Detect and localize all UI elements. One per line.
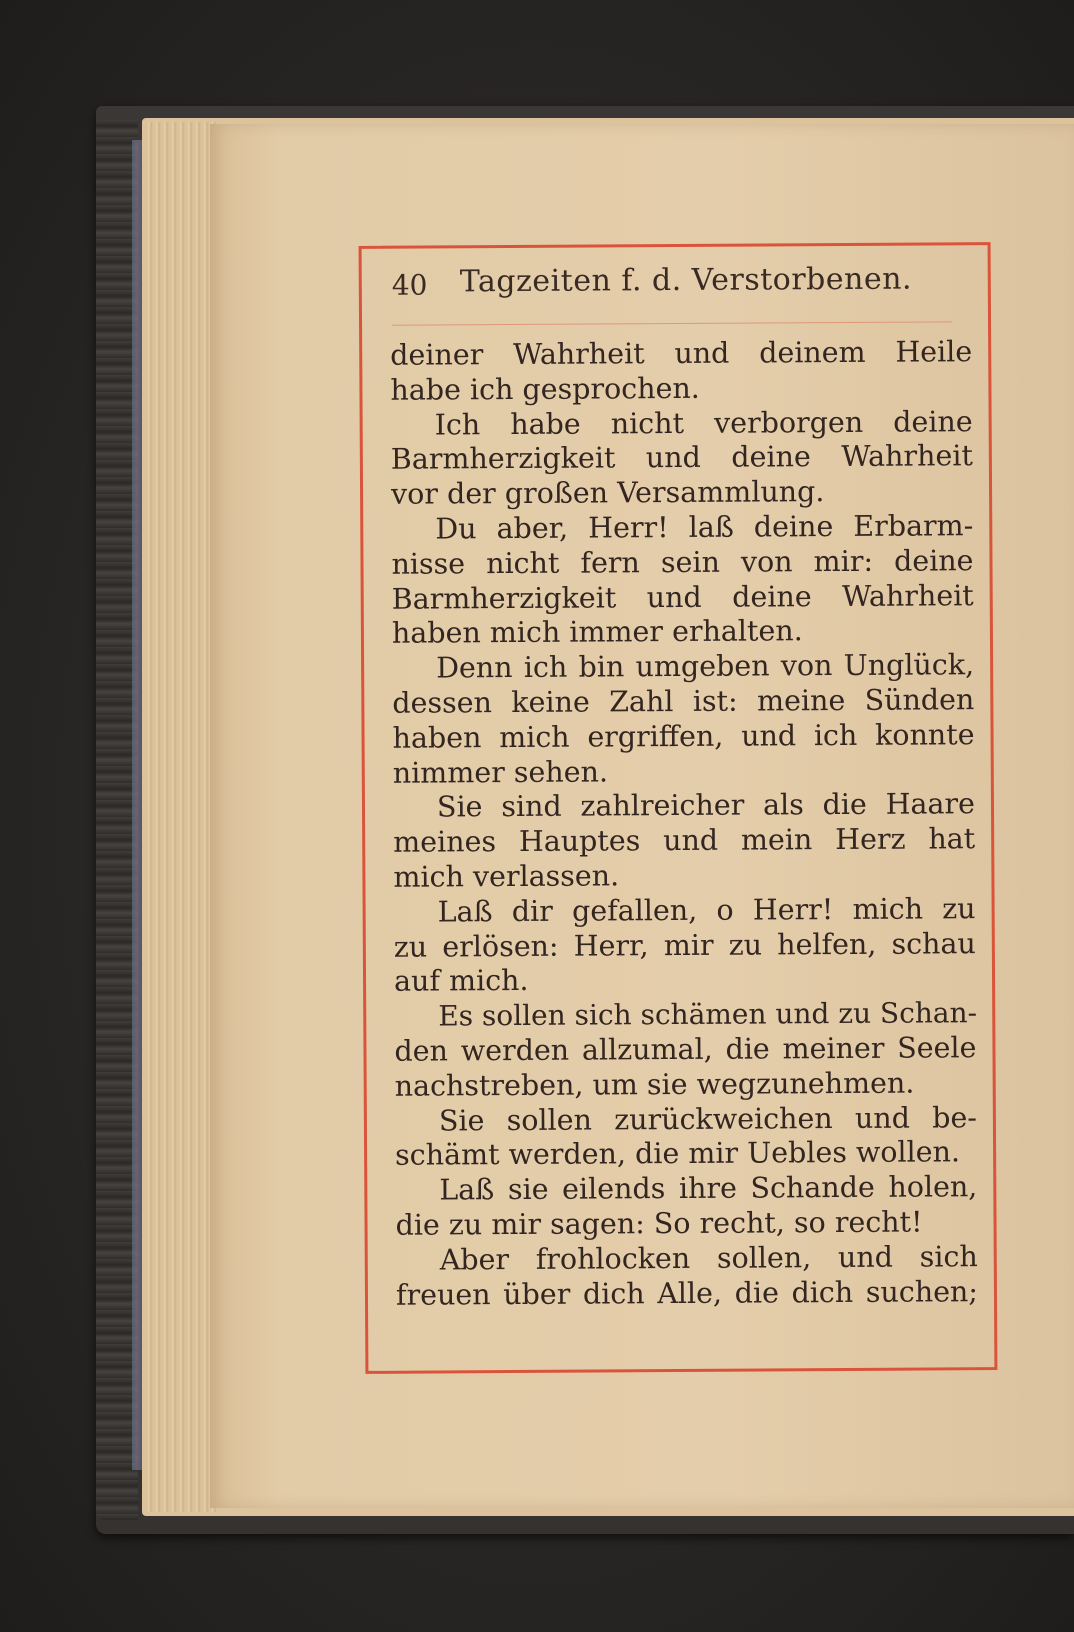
text-line: vor der großen Versammlung. [390,475,825,511]
text-line: haben mich ergriffen, und ich konnte [392,717,975,755]
text-line: Denn ich bin umgeben von Unglück, [436,648,975,685]
text-line: auf mich. [393,964,529,999]
text-line: nisse nicht fern sein von mir: deine [391,543,974,581]
header-rule [392,321,952,325]
text-line: haben mich immer erhalten. [391,614,803,651]
running-title: Tagzeiten f. d. Verstorbenen. [459,261,913,300]
text-line: Laß sie eilends ihre Schande holen, [439,1170,978,1207]
text-line: mich verlassen. [393,859,620,894]
text-line: Barmherzigkeit und deine Wahrheit [391,578,974,616]
text-line: zu erlösen: Herr, mir zu helfen, schau [393,926,976,964]
red-page-frame [359,242,998,1374]
text-line: Sie sollen zurückweichen und be- [438,1100,977,1137]
text-line: schämt werden, die mir Uebles wollen. [395,1135,961,1173]
text-line: Barmherzigkeit und deine Wahrheit [390,439,973,477]
text-line: nachstreben, um sie wegzunehmen. [394,1066,915,1103]
text-line: die zu mir sagen: So recht, so recht! [395,1205,923,1242]
spine-marbled-edge [132,140,142,1470]
text-line: Aber frohlocken sollen, und sich [439,1239,978,1277]
text-line: Ich habe nicht verborgen deine [434,404,973,442]
text-line: deiner Wahrheit und deinem Heile [390,335,973,372]
text-line: Sie sind zahlreicher als die Haare [436,787,976,824]
text-line: Es sollen sich schämen und zu Schan- [438,996,978,1033]
text-line: habe ich gesprochen. [390,371,700,407]
text-line: nimmer sehen. [392,754,609,790]
running-header [392,261,962,312]
text-line: dessen keine Zahl ist: meine Sünden [392,683,975,720]
body-text [390,335,978,1313]
text-line: meines Hauptes und mein Herz hat [393,822,976,859]
page-number: 40 [391,268,428,302]
text-line: Du aber, Herr! laß deine Erbarm- [435,509,974,546]
text-line: freuen über dich Alle, die dich suchen; [395,1274,979,1312]
text-line: Laß dir gefallen, o Herr! mich zu [437,891,976,929]
text-line: den werden allzumal, die meiner Seele [394,1031,977,1068]
